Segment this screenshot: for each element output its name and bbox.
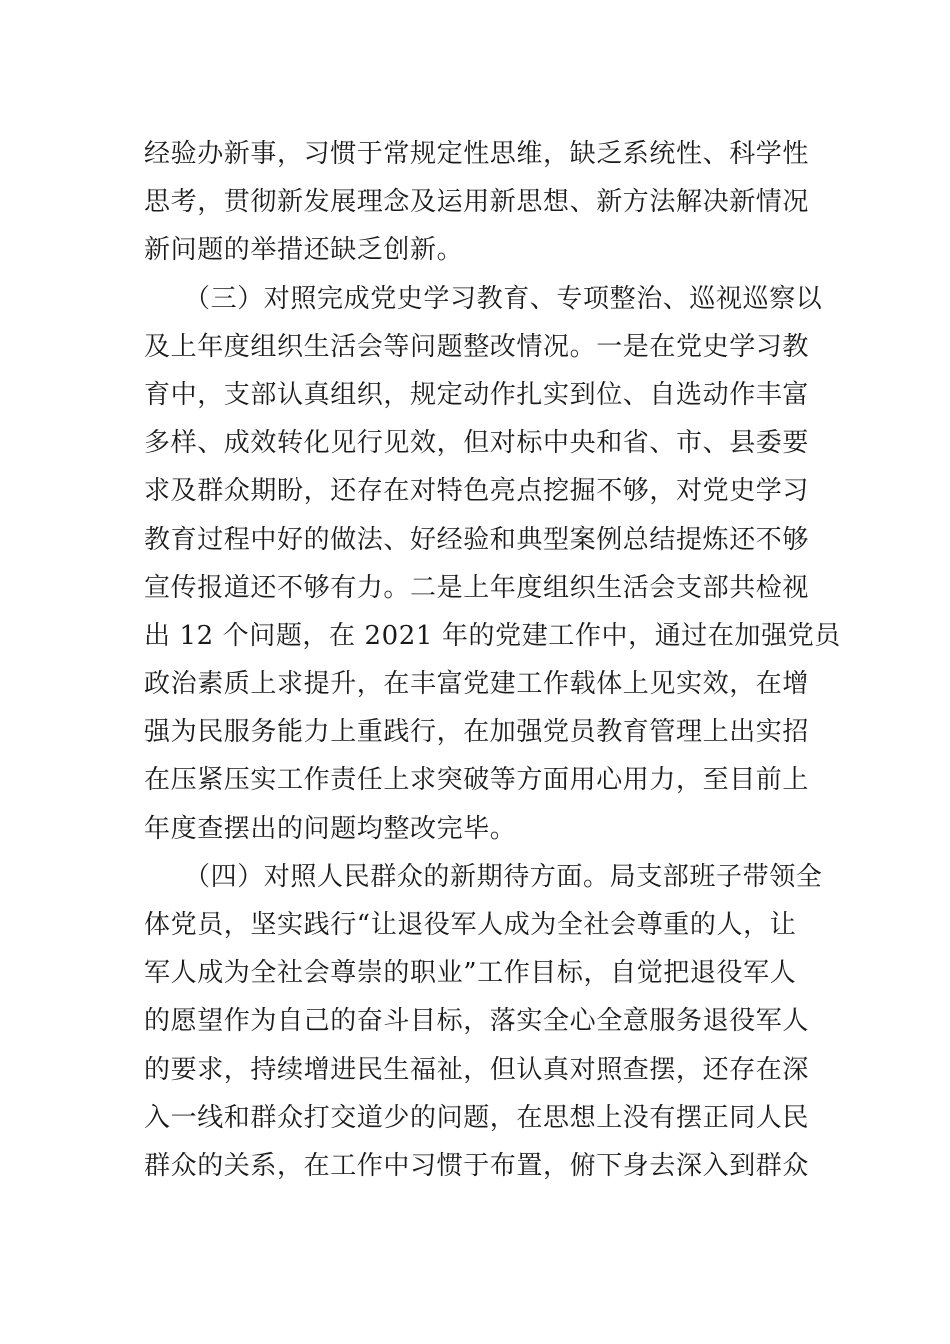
paragraph-heading-line: （四）对照人民群众的新期待方面。局支部班子带领全 [184, 861, 823, 892]
text-line: 经验办新事，习惯于常规定性思维，缺乏系统性、科学性 [144, 139, 810, 169]
text-line: 育中，支部认真组织，规定动作扎实到位、自选动作丰富 [144, 379, 810, 410]
text-line: 宣传报道还不够有力。二是上年度组织生活会支部共检视 [144, 572, 810, 603]
paragraph-heading-line: （三）对照完成党史学习教育、专项整治、巡视巡察以 [184, 283, 823, 314]
text-line: 出 12 个问题，在 2021 年的党建工作中，通过在加强党员 [144, 620, 841, 651]
text-line: 强为民服务能力上重践行，在加强党员教育管理上出实招 [144, 717, 810, 748]
text-line: 多样、成效转化见行见效，但对标中央和省、市、县委要 [144, 428, 810, 459]
text-line: 教育过程中好的做法、好经验和典型案例总结提炼还不够 [144, 524, 810, 555]
text-line: 及上年度组织生活会等问题整改情况。一是在党史学习教 [144, 331, 810, 362]
text-line: 政治素质上求提升，在丰富党建工作载体上见实效，在增 [144, 669, 810, 700]
text-line: 求及群众期盼，还存在对特色亮点挖掘不够，对党史学习 [144, 476, 810, 507]
document-page [144, 130, 841, 1190]
text-line: 的要求，持续增进民生福祉，但认真对照查摆，还存在深 [144, 1054, 810, 1085]
text-line: 的愿望作为自己的奋斗目标，落实全心全意服务退役军人 [144, 1006, 810, 1037]
text-line: 在压紧压实工作责任上求突破等方面用心用力，至目前上 [144, 765, 810, 796]
text-line: 群众的关系，在工作中习惯于布置，俯下身去深入到群众 [144, 1150, 810, 1181]
text-line: 年度查摆出的问题均整改完毕。 [144, 813, 517, 844]
text-line: 入一线和群众打交道少的问题，在思想上没有摆正同人民 [144, 1102, 810, 1133]
text-line: 体党员，坚实践行“让退役军人成为全社会尊重的人，让 [144, 910, 797, 940]
text-line: 思考，贯彻新发展理念及运用新思想、新方法解决新情况 [144, 187, 810, 218]
text-line: 新问题的举措还缺乏创新。 [144, 235, 464, 266]
text-line: 军人成为全社会尊崇的职业”工作目标，自觉把退役军人 [144, 958, 797, 989]
